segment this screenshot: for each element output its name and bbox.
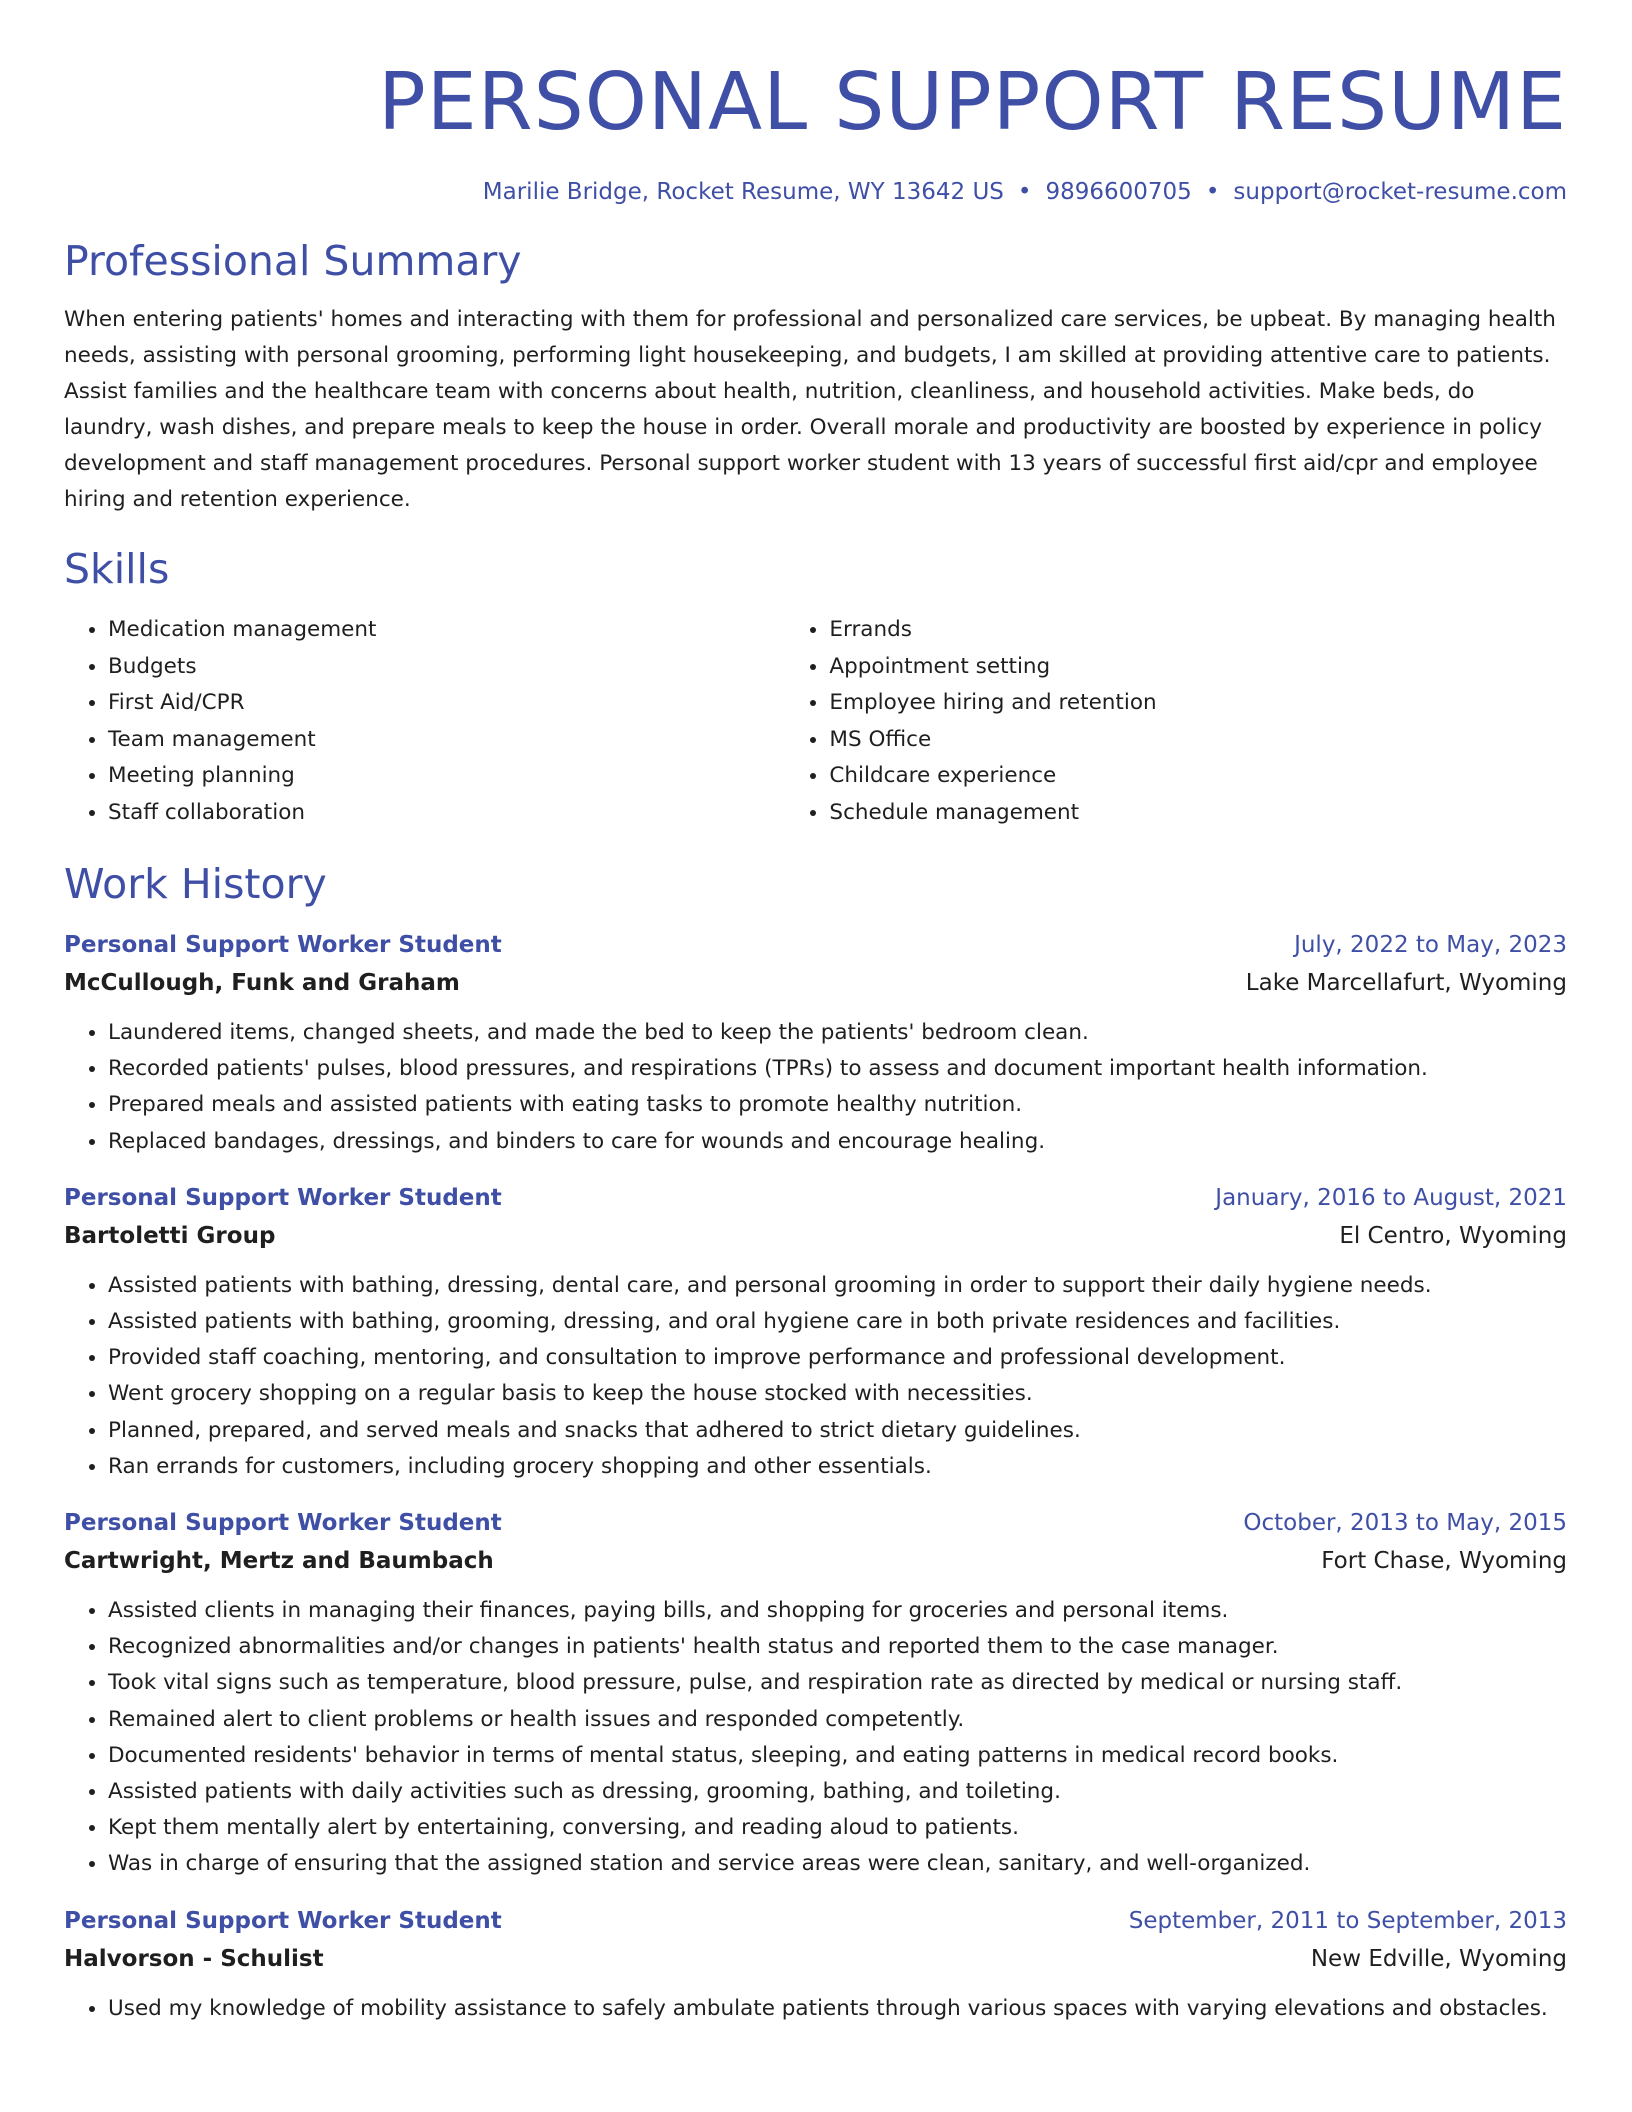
summary-heading: Professional Summary <box>64 237 522 285</box>
skill-item: • Employee hiring and retention <box>829 685 1567 722</box>
job-duties <box>64 1991 1567 2027</box>
job-duty-item: • Recorded patients' pulses, blood pressures, and respirations (TPRs) to assess and document important health information. <box>108 1051 1567 1087</box>
job-duty-item: • Took vital signs such as temperature, blood pressure, pulse, and respiration rate as directed by medical or nursing staff. <box>108 1665 1567 1701</box>
job-duty-item: • Laundered items, changed sheets, and made the bed to keep the patients' bedroom clean. <box>108 1015 1567 1051</box>
contact-email: support@rocket-resume.com <box>1233 179 1567 205</box>
job-duty-item: • Recognized abnormalities and/or changes in patients' health status and reported them to the case manager. <box>108 1629 1567 1665</box>
job-duty-item: • Assisted patients with daily activities such as dressing, grooming, bathing, and toileting. <box>108 1774 1567 1810</box>
job-dates: July, 2022 to May, 2023 <box>1294 932 1567 958</box>
job-duty-item: • Replaced bandages, dressings, and binders to care for wounds and encourage healing. <box>108 1124 1567 1160</box>
job-duty-item: • Documented residents' behavior in terms of mental status, sleeping, and eating patterns in medical record books. <box>108 1738 1567 1774</box>
job-role: Personal Support Worker Student <box>64 1184 502 1211</box>
skill-item: • Staff collaboration <box>108 795 785 832</box>
skills-column-right <box>785 612 1567 831</box>
job-duty-item: • Assisted patients with bathing, dressing, dental care, and personal grooming in order to support their daily hygiene needs. <box>108 1268 1567 1304</box>
skill-item: • Schedule management <box>829 795 1567 832</box>
job-duties <box>64 1268 1567 1485</box>
skill-item: • MS Office <box>829 722 1567 759</box>
job-company: McCullough, Funk and Graham <box>64 970 460 996</box>
contact-separator: • <box>1205 179 1220 205</box>
job-entry <box>64 1180 1567 1485</box>
job-duty-item: • Kept them mentally alert by entertaining, conversing, and reading aloud to patients. <box>108 1810 1567 1846</box>
job-location: New Edville, Wyoming <box>1310 1945 1567 1972</box>
skill-item: • Errands <box>829 612 1567 649</box>
job-duty-item: • Used my knowledge of mobility assistance to safely ambulate patients through various spaces with varying elevations and obstacles. <box>108 1991 1567 2027</box>
job-duty-item: • Was in charge of ensuring that the assigned station and service areas were clean, sanitary, and well-organized. <box>108 1846 1567 1882</box>
job-company: Halvorson - Schulist <box>64 1945 324 1972</box>
job-duties <box>64 1015 1567 1160</box>
job-role: Personal Support Worker Student <box>64 1510 502 1537</box>
skill-item: • Childcare experience <box>829 758 1567 795</box>
job-duty-item: • Remained alert to client problems or health issues and responded competently. <box>108 1702 1567 1738</box>
skills-list <box>64 612 1567 831</box>
job-entry <box>64 927 1567 1160</box>
job-duty-item: • Prepared meals and assisted patients with eating tasks to promote healthy nutrition. <box>108 1087 1567 1123</box>
contact-line <box>64 176 1567 208</box>
job-company: Cartwright, Mertz and Baumbach <box>64 1548 494 1575</box>
job-duty-item: • Planned, prepared, and served meals and snacks that adhered to strict dietary guidelines. <box>108 1413 1567 1449</box>
contact-address: Marilie Bridge, Rocket Resume, WY 13642 US <box>482 179 1004 205</box>
job-duty-item: • Assisted patients with bathing, grooming, dressing, and oral hygiene care in both private residences and facilities. <box>108 1304 1567 1340</box>
summary-text: When entering patients' homes and interacting with them for professional and personalized care services, be upbeat. By managing health needs, assisting with personal grooming, performing light housekeeping, and budgets, I am skilled at providing attentive care to patients. Assist families and the healthcare team with concerns about health, nutrition, cleanliness, and household activities. Make beds, do laundry, wash dishes, and prepare meals to keep the house in order. Overall morale and productivity are boosted by experience in policy development and staff management procedures. Personal support worker student with 13 years of successful first aid/cpr and employee hiring and retention experience. <box>64 307 1556 512</box>
resume-title: PERSONAL SUPPORT RESUME <box>378 56 1567 148</box>
job-dates: October, 2013 to May, 2015 <box>1243 1510 1567 1537</box>
skill-item: • Medication management <box>108 612 785 649</box>
job-location: Lake Marcellafurt, Wyoming <box>1245 970 1567 996</box>
job-duties <box>64 1593 1567 1883</box>
job-company: Bartoletti Group <box>64 1222 276 1249</box>
skills-heading: Skills <box>64 545 170 593</box>
contact-separator: • <box>1017 179 1032 205</box>
skill-item: • First Aid/CPR <box>108 685 785 722</box>
skill-item: • Meeting planning <box>108 758 785 795</box>
job-role: Personal Support Worker Student <box>64 932 502 958</box>
job-dates: September, 2011 to September, 2013 <box>1128 1907 1567 1934</box>
skills-column-left <box>64 612 785 831</box>
job-duty-item: • Provided staff coaching, mentoring, and consultation to improve performance and professional development. <box>108 1340 1567 1376</box>
job-duty-item: • Went grocery shopping on a regular basis to keep the house stocked with necessities. <box>108 1376 1567 1412</box>
job-duty-item: • Assisted clients in managing their finances, paying bills, and shopping for groceries and personal items. <box>108 1593 1567 1629</box>
job-duty-item: • Ran errands for customers, including grocery shopping and other essentials. <box>108 1449 1567 1485</box>
contact-phone: 9896600705 <box>1045 179 1192 205</box>
job-entry <box>64 1505 1567 1883</box>
job-role: Personal Support Worker Student <box>64 1907 502 1934</box>
resume-page <box>64 0 1567 2027</box>
job-location: Fort Chase, Wyoming <box>1321 1548 1567 1575</box>
skill-item: • Team management <box>108 722 785 759</box>
job-entry <box>64 1903 1567 2027</box>
skill-item: • Appointment setting <box>829 649 1567 686</box>
job-dates: January, 2016 to August, 2021 <box>1215 1184 1567 1211</box>
work-history-heading: Work History <box>64 860 327 908</box>
skill-item: • Budgets <box>108 649 785 686</box>
job-location: El Centro, Wyoming <box>1339 1222 1567 1249</box>
